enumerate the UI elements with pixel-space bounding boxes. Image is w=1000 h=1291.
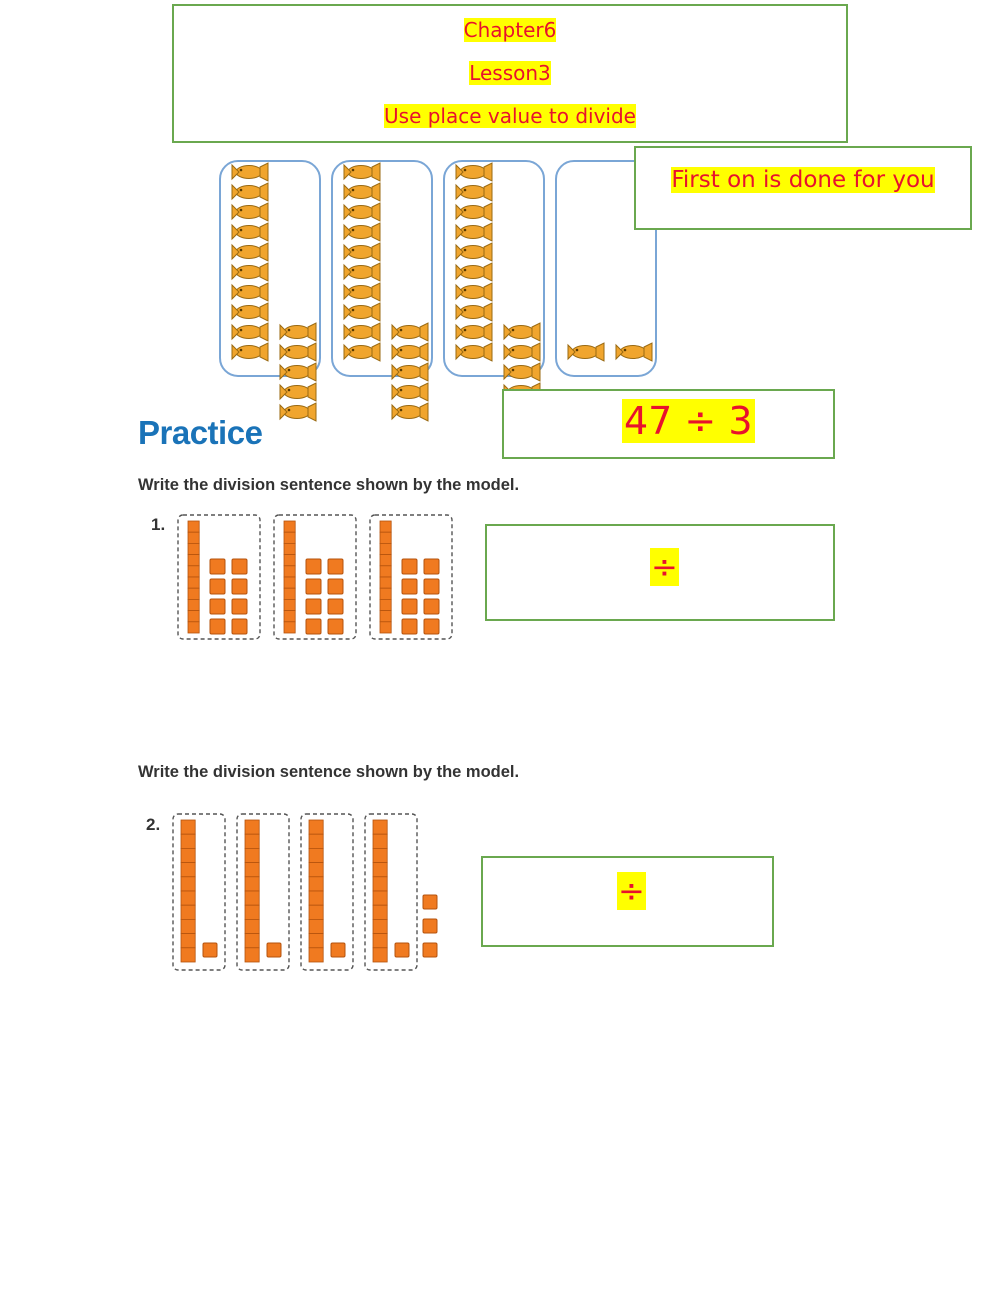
- tens-rod-unit: [284, 599, 295, 610]
- ones-cube: [424, 619, 439, 634]
- ones-cube: [331, 943, 345, 957]
- tens-rod-unit: [380, 543, 391, 554]
- ones-cube: [328, 559, 343, 574]
- fish: [232, 263, 268, 281]
- ones-cube: [423, 919, 437, 933]
- fish: [344, 283, 380, 301]
- ones-cube: [423, 895, 437, 909]
- fish: [392, 343, 428, 361]
- example-answer-box: [502, 389, 835, 459]
- fish: [280, 403, 316, 421]
- instruction-note: First on is done for you: [671, 167, 935, 193]
- fish: [232, 283, 268, 301]
- question-1-instruction: Write the division sentence shown by the model.: [138, 476, 520, 494]
- tens-rod-unit: [309, 919, 323, 933]
- tens-rod-unit: [309, 877, 323, 891]
- ones-cube: [402, 579, 417, 594]
- tens-rod-unit: [245, 820, 259, 834]
- tens-rod-unit: [245, 877, 259, 891]
- question-1-division-sign: ÷: [651, 548, 678, 586]
- tens-rod-unit: [309, 891, 323, 905]
- question-2-base-ten-model: [171, 812, 441, 974]
- ones-cube: [328, 599, 343, 614]
- tens-rod-unit: [284, 555, 295, 566]
- fish: [392, 403, 428, 421]
- tens-rod-unit: [181, 919, 195, 933]
- fish: [232, 163, 268, 181]
- tens-rod-unit: [181, 820, 195, 834]
- tens-rod-unit: [373, 848, 387, 862]
- tens-rod-unit: [380, 588, 391, 599]
- tens-rod-unit: [188, 611, 199, 622]
- ones-cube: [306, 599, 321, 614]
- tens-rod-unit: [188, 588, 199, 599]
- fish: [456, 183, 492, 201]
- ones-cube: [232, 619, 247, 634]
- fish: [232, 243, 268, 261]
- tens-rod-unit: [373, 919, 387, 933]
- ones-cube: [402, 599, 417, 614]
- question-1-answer-box[interactable]: [485, 524, 835, 621]
- topic-label: Use place value to divide: [384, 104, 636, 128]
- tens-rod-unit: [188, 543, 199, 554]
- tens-rod-unit: [380, 622, 391, 633]
- question-2-number: 2.: [146, 815, 161, 834]
- tens-rod-unit: [181, 877, 195, 891]
- tens-rod-unit: [380, 577, 391, 588]
- tens-rod-unit: [380, 611, 391, 622]
- fish: [344, 343, 380, 361]
- tens-rod-unit: [181, 948, 195, 962]
- question-1-base-ten-model: [176, 513, 452, 641]
- tens-rod-unit: [380, 532, 391, 543]
- fish: [344, 183, 380, 201]
- tens-rod-unit: [181, 934, 195, 948]
- tens-rod-unit: [380, 566, 391, 577]
- ones-cube: [232, 599, 247, 614]
- tens-rod-unit: [309, 820, 323, 834]
- example-answer: 47 ÷ 3: [624, 399, 753, 443]
- tens-rod-unit: [245, 863, 259, 877]
- tens-rod-unit: [309, 934, 323, 948]
- ones-cube: [203, 943, 217, 957]
- tens-rod-unit: [373, 834, 387, 848]
- tens-rod-unit: [309, 905, 323, 919]
- tens-rod-unit: [245, 905, 259, 919]
- fish: [568, 343, 604, 361]
- tens-rod-unit: [245, 934, 259, 948]
- fish: [280, 343, 316, 361]
- tens-rod-unit: [181, 891, 195, 905]
- fish: [232, 323, 268, 341]
- tens-rod-unit: [373, 934, 387, 948]
- tens-rod-unit: [380, 521, 391, 532]
- instruction-note-box: [634, 146, 972, 230]
- tens-rod-unit: [245, 948, 259, 962]
- tens-rod-unit: [245, 848, 259, 862]
- tens-rod-unit: [188, 577, 199, 588]
- tens-rod-unit: [373, 948, 387, 962]
- tens-rod-unit: [284, 577, 295, 588]
- ones-cube: [424, 599, 439, 614]
- tens-rod-unit: [380, 555, 391, 566]
- tens-rod-unit: [309, 834, 323, 848]
- ones-cube: [402, 559, 417, 574]
- fish: [280, 363, 316, 381]
- fish: [232, 223, 268, 241]
- fish: [392, 323, 428, 341]
- tens-rod-unit: [188, 599, 199, 610]
- tens-rod-unit: [380, 599, 391, 610]
- fish: [392, 383, 428, 401]
- tens-rod-unit: [284, 622, 295, 633]
- fish: [456, 283, 492, 301]
- ones-cube: [232, 579, 247, 594]
- ones-cube: [424, 559, 439, 574]
- ones-cube: [210, 619, 225, 634]
- fish: [344, 243, 380, 261]
- ones-cube: [306, 579, 321, 594]
- tens-rod-unit: [181, 863, 195, 877]
- fish: [232, 203, 268, 221]
- tens-rod-unit: [373, 863, 387, 877]
- tens-rod-unit: [181, 834, 195, 848]
- fish: [456, 323, 492, 341]
- lesson-label: Lesson3: [469, 61, 551, 85]
- fish: [504, 363, 540, 381]
- ones-cube: [267, 943, 281, 957]
- title-box: [172, 4, 848, 143]
- tens-rod-unit: [309, 863, 323, 877]
- ones-cube: [232, 559, 247, 574]
- fish: [456, 203, 492, 221]
- ones-cube: [424, 579, 439, 594]
- ones-cube: [395, 943, 409, 957]
- ones-cube: [306, 619, 321, 634]
- fish: [456, 243, 492, 261]
- tens-rod-unit: [284, 588, 295, 599]
- ones-cube: [328, 619, 343, 634]
- question-2-answer-box[interactable]: [481, 856, 774, 947]
- fish: [344, 203, 380, 221]
- fish: [232, 183, 268, 201]
- question-1-number: 1.: [151, 515, 166, 534]
- fish: [344, 263, 380, 281]
- tens-rod-unit: [309, 948, 323, 962]
- tens-rod-unit: [284, 532, 295, 543]
- fish: [456, 223, 492, 241]
- practice-heading: Practice: [138, 414, 263, 451]
- fish: [344, 323, 380, 341]
- tens-rod-unit: [309, 848, 323, 862]
- fish: [232, 303, 268, 321]
- ones-cube: [402, 619, 417, 634]
- fish: [616, 343, 652, 361]
- tens-rod-unit: [245, 919, 259, 933]
- tens-rod-unit: [284, 521, 295, 532]
- fish: [344, 303, 380, 321]
- tens-rod-unit: [181, 848, 195, 862]
- fish: [456, 163, 492, 181]
- ones-cube: [328, 579, 343, 594]
- tens-rod-unit: [188, 532, 199, 543]
- tens-rod-unit: [181, 905, 195, 919]
- chapter-label: Chapter6: [463, 18, 557, 42]
- tens-rod-unit: [373, 877, 387, 891]
- fish: [344, 163, 380, 181]
- tens-rod-unit: [284, 566, 295, 577]
- question-2-instruction: Write the division sentence shown by the model.: [138, 763, 520, 781]
- ones-cube: [210, 599, 225, 614]
- fish: [280, 323, 316, 341]
- tens-rod-unit: [373, 905, 387, 919]
- tens-rod-unit: [188, 566, 199, 577]
- ones-cube: [210, 579, 225, 594]
- tens-rod-unit: [245, 891, 259, 905]
- tens-rod-unit: [373, 820, 387, 834]
- fish: [344, 223, 380, 241]
- fish: [456, 303, 492, 321]
- fish-model: [210, 155, 670, 385]
- tens-rod-unit: [284, 611, 295, 622]
- tens-rod-unit: [188, 521, 199, 532]
- ones-cube: [210, 559, 225, 574]
- fish: [504, 323, 540, 341]
- fish: [280, 383, 316, 401]
- tens-rod-unit: [188, 622, 199, 633]
- fish: [232, 343, 268, 361]
- question-2-division-sign: ÷: [618, 872, 645, 910]
- tens-rod-unit: [373, 891, 387, 905]
- tens-rod-unit: [188, 555, 199, 566]
- fish: [392, 363, 428, 381]
- ones-cube: [306, 559, 321, 574]
- fish: [456, 343, 492, 361]
- fish: [504, 343, 540, 361]
- ones-cube: [423, 943, 437, 957]
- tens-rod-unit: [284, 543, 295, 554]
- tens-rod-unit: [245, 834, 259, 848]
- fish: [456, 263, 492, 281]
